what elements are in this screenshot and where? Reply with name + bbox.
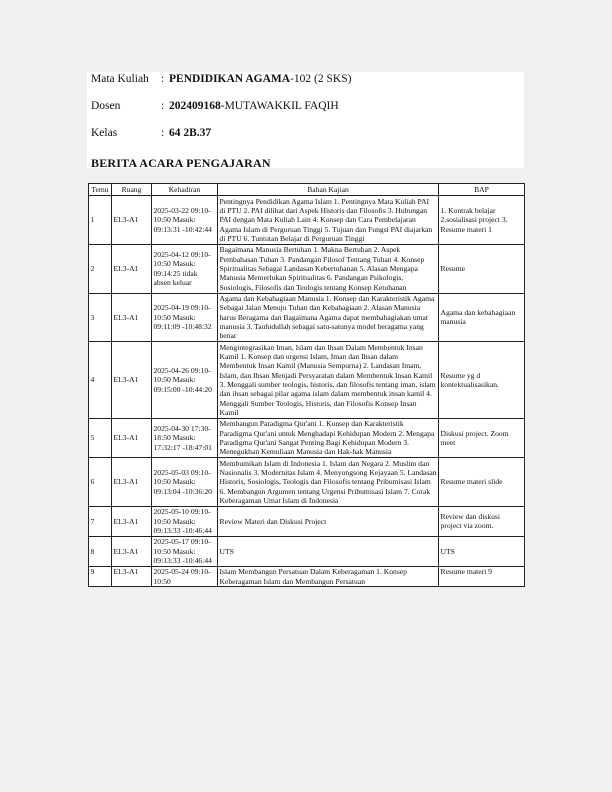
lecturer-row xyxy=(91,100,339,112)
class-label: Kelas xyxy=(91,127,118,139)
cell-ruang: EL3-A1 xyxy=(112,244,152,293)
table-row xyxy=(89,293,525,342)
table-row xyxy=(89,244,525,293)
class-value: 64 2B.37 xyxy=(169,127,212,139)
cell-ruang: EL3-A1 xyxy=(112,342,152,419)
cell-bahan-kajian: Membumikan Islam di Indonesia 1. Islam dan Negara 2. Muslim dan Nasionalis 3. Modernitas Islam 4. Menyongsong Kejayaan 5. Landasan Historis, Sosiologis, Teologis dan Filosofis tentang Pribumisasi Islam 6. Membangun Argumen tentang Urgensi Pribumisasi Islam 7. Corak Keberagaman Umat Islam di Indonesia xyxy=(219,458,437,505)
cell-bahan-kajian: Membangun Paradigma Qur'ani 1. Konsep dan Karakteristik Paradigma Qur'ani untuk Menghadapi Kehidupan Modern 2. Mengapa Paradigma Qur'ani Sangat Penting Bagi Kehidupan Modern 3. Menegukhan Kemuliaan Manusia dan Hak-hak Manusia xyxy=(218,418,439,457)
cell-bahan-kajian: UTS xyxy=(218,536,439,566)
lecturer-colon: : xyxy=(161,100,165,112)
cell-kehadiran: 2025-05-03 09:10-10:50 Masuk: 09:13:04 -10:36:20 xyxy=(152,458,218,507)
cell-bahan-kajian: Review Materi dan Diskusi Project xyxy=(218,506,439,536)
cell-bap: UTS xyxy=(439,536,525,566)
cell-temu: 6 xyxy=(89,458,112,507)
cell-kehadiran: 2025-05-17 09:10-10:50 Masuk: 09:13:33 -10:46:44 xyxy=(152,536,218,566)
cell-ruang: EL3-A1 xyxy=(112,458,152,507)
cell-bahan-kajian: Bagaimana Manusia Bertuhan 1. Makna Bertuhan 2. Aspek Pembahasan Tuhan 3. Pandangan Filosof Tentang Tuhan 4. Konsep Spiritualitas Sebagai Landasan Kebertuhanan 5. Alasan Mengapa Manusia Memerlukan Spiritualitas 6. Pandangan Psikologis, Sosiologis, Filosofis dan Teologis tentang Konsep Ketuhanan xyxy=(218,244,439,293)
cell-kehadiran: 2025-05-10 09:10-10:50 Masuk: 09:13:33 -10:46:44 xyxy=(152,506,218,536)
table-header-row xyxy=(89,184,525,196)
header-bap: BAP xyxy=(439,184,525,196)
course-credits: -102 (2 SKS) xyxy=(290,73,352,85)
cell-bap: 1. Kontrak belajar 2.sosialisasi project 3. Resume materi 1 xyxy=(439,196,525,245)
cell-temu: 7 xyxy=(89,506,112,536)
cell-temu: 3 xyxy=(89,293,112,342)
cell-temu: 2 xyxy=(89,244,112,293)
cell-ruang: EL3-A1 xyxy=(112,196,152,245)
cell-kehadiran: 2025-03-22 09:10-10:50 Masuk: 09:13:31 -10:42:44 xyxy=(152,196,218,245)
table-row xyxy=(89,566,525,587)
cell-bahan-kajian: Mengintegrasikan Iman, Islam dan Ihsan Dalam Membentuk Insan Kamil 1. Konsep dan urgensi Islam, Iman dan Ihsan dalam Membentuk Insan Kamil (Manusia Sempurna) 2. Landasan Imam, Islam, dan Ihsan Menjadi Persyaratan dalam Membentuk Insan Kamil 3. Menggali sumber teologis, historis, dan filosofis tentang iman, islam dan ihsan sebagai pilar agama islam dalam membentuk insan kamil 4. Menggali Sumber Teologis, Historis, dan Filosofis Konsep Insan Kamil xyxy=(218,342,439,419)
course-colon: : xyxy=(161,73,165,85)
cell-ruang: EL3-A1 xyxy=(112,418,152,457)
cell-temu: 9 xyxy=(89,566,112,587)
cell-temu: 1 xyxy=(89,196,112,245)
teaching-log-table xyxy=(88,183,525,587)
cell-ruang: EL3-A1 xyxy=(112,536,152,566)
cell-temu: 4 xyxy=(89,342,112,419)
table-row xyxy=(89,342,525,419)
course-row xyxy=(91,73,351,85)
cell-temu: 5 xyxy=(89,418,112,457)
course-name: PENDIDIKAN AGAMA xyxy=(169,73,291,85)
cell-ruang: EL3-A1 xyxy=(112,506,152,536)
table-row xyxy=(89,506,525,536)
header-kehadiran: Kehadiran xyxy=(152,184,218,196)
header-temu: Temu xyxy=(89,184,112,196)
cell-bap: Resume materi 9 xyxy=(439,566,525,587)
cell-bap: Resume xyxy=(439,244,525,293)
course-info-panel xyxy=(87,72,524,168)
class-row xyxy=(91,127,211,139)
class-colon: : xyxy=(161,127,165,139)
lecturer-id: 202409168 xyxy=(169,100,221,112)
lecturer-name: -MUTAWAKKIL FAQIH xyxy=(220,100,339,112)
table-row xyxy=(89,196,525,245)
section-title: BERITA ACARA PENGAJARAN xyxy=(91,156,271,170)
table-row xyxy=(89,536,525,566)
cell-bahan-kajian: Agama dan Kebahagiaan Manusia 1. Konsep dan Karakteristik Agama Sebagai Jalan Menuju Tuhan dan Kebahagiaan 2. Alasan Manusia harus Beragama dan Bagaimana Agama dapat membahagiakan umat manusia 3. Tauhidullah sebagai satu-satunya model beragama yang benar xyxy=(218,293,439,342)
lecturer-label: Dosen xyxy=(91,100,121,112)
table-row xyxy=(89,418,525,457)
cell-kehadiran: 2025-04-26 09:10-10:50 Masuk: 09:15:00 -10:44:20 xyxy=(152,342,218,419)
cell-kehadiran: 2025-04-12 09:10-10:50 Masuk: 09:14:25 tidak absen keluar xyxy=(152,244,218,293)
cell-bap: Review dan diskusi project via zoom. xyxy=(439,506,525,536)
cell-bap: Diskusi project. Zoom meet xyxy=(439,418,525,457)
cell-kehadiran: 2025-04-19 09:10-10:50 Masuk: 09:11:09 -10:48:32 xyxy=(152,293,218,342)
table-row xyxy=(89,458,525,507)
cell-kehadiran: 2025-05-24 09:10-10:50 xyxy=(152,566,218,587)
cell-bap: Resume materi slide xyxy=(439,458,525,507)
cell-temu: 8 xyxy=(89,536,112,566)
course-label: Mata Kuliah xyxy=(91,73,149,85)
cell-bap: Agama dan kebahagiaan manusia xyxy=(439,293,525,342)
cell-kehadiran: 2025-04-30 17:30-18:50 Masuk: 17:32:17 -18:47:01 xyxy=(152,418,218,457)
cell-ruang: EL3-A1 xyxy=(112,293,152,342)
cell-bahan-kajian: Pentingnya Pendidikan Agama Islam 1. Pentingnya Mata Kuliah PAI di PTU 2. PAI dilihat dari Aspek Historis dan Filosofis 3. Hubungan PAI dengan Mata Kuliah Lain 4. Konsep dan Cara Pembelajaran Agama Islam di Perguruan Tinggi 5. Tujuan dan Fungsi PAI diajarkan di PTU 6. Tuntutan Belajar di Perguruan Tinggi xyxy=(218,196,439,245)
header-ruang: Ruang xyxy=(112,184,152,196)
cell-bahan-kajian: Islam Membangun Persatuan Dalam Keberagaman 1. Konsep Keberagaman Islam dan Membangun Persatuan xyxy=(218,566,439,587)
cell-ruang: EL3-A1 xyxy=(112,566,152,587)
cell-bap: Resume yg d kontektualisasikan. xyxy=(439,342,525,419)
header-bahan-kajian: Bahan Kajian xyxy=(218,184,439,196)
